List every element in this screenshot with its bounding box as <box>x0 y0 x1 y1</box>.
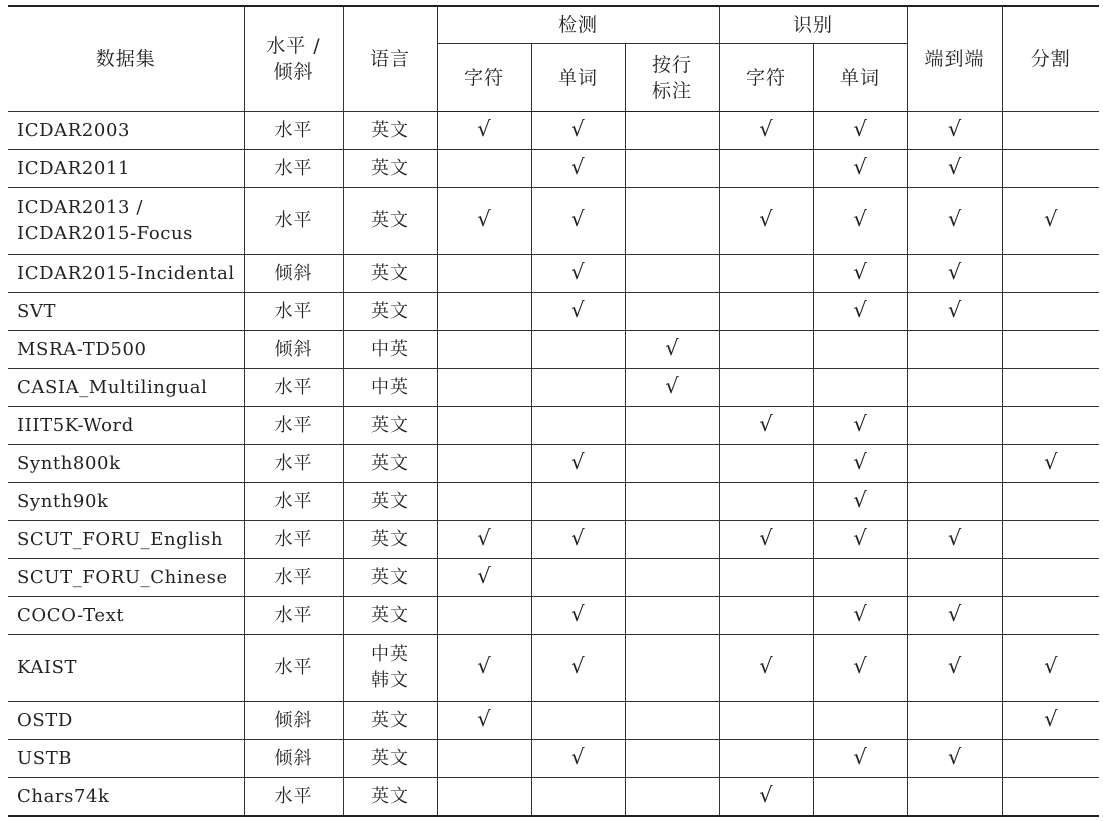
rec-char-cell <box>719 559 813 597</box>
table-row <box>8 521 1099 559</box>
checkmark-icon: √ <box>853 744 867 769</box>
language-text: 英文 <box>371 119 409 141</box>
checkmark-icon: √ <box>759 654 773 678</box>
language-cell <box>343 702 437 740</box>
table-header <box>8 6 1099 112</box>
checkmark-icon: √ <box>853 449 867 474</box>
checkmark-icon: √ <box>759 411 773 436</box>
segmentation-cell <box>1002 521 1099 559</box>
rec-word-cell <box>813 521 907 559</box>
dataset-name-cell <box>8 597 244 635</box>
det-word-cell <box>531 331 625 369</box>
header-orientation <box>244 6 343 112</box>
det-char-cell <box>437 521 531 559</box>
dataset-name-cell <box>8 293 244 331</box>
header-recognition: 识别 <box>719 6 907 44</box>
dataset-name-cell <box>8 331 244 369</box>
det-line-cell <box>625 255 719 293</box>
end-to-end-cell <box>907 150 1002 188</box>
det-line-cell <box>625 559 719 597</box>
checkmark-icon: √ <box>571 601 585 626</box>
det-char-cell <box>437 255 531 293</box>
rec-word-cell <box>813 150 907 188</box>
checkmark-icon: √ <box>853 601 867 626</box>
checkmark-icon: √ <box>853 525 867 550</box>
det-line-cell <box>625 778 719 817</box>
language-text: 中英 <box>371 644 409 665</box>
rec-word-cell <box>813 483 907 521</box>
end-to-end-cell <box>907 702 1002 740</box>
det-char-cell <box>437 740 531 778</box>
det-line-cell <box>625 407 719 445</box>
dataset-name: COCO-Text <box>17 604 125 626</box>
dataset-name: KAIST <box>17 657 78 678</box>
header-recognition-char: 字符 <box>719 44 813 112</box>
orientation-cell: 水平 <box>244 150 343 188</box>
end-to-end-cell <box>907 483 1002 521</box>
rec-char-cell <box>719 597 813 635</box>
det-word-cell <box>531 559 625 597</box>
language-text: 英文 <box>371 300 409 322</box>
header-end-to-end: 端到端 <box>907 6 1002 112</box>
end-to-end-cell <box>907 188 1002 255</box>
language-cell <box>343 112 437 150</box>
language-cell <box>343 483 437 521</box>
rec-char-cell <box>719 369 813 407</box>
dataset-name: SCUT_FORU_English <box>17 528 224 550</box>
end-to-end-cell <box>907 331 1002 369</box>
checkmark-icon: √ <box>477 207 491 231</box>
det-char-cell <box>437 635 531 702</box>
table-row <box>8 597 1099 635</box>
end-to-end-cell <box>907 445 1002 483</box>
segmentation-cell <box>1002 150 1099 188</box>
table-row <box>8 369 1099 407</box>
rec-char-cell <box>719 293 813 331</box>
det-char-cell <box>437 778 531 817</box>
det-word-cell <box>531 188 625 255</box>
dataset-name-cell <box>8 445 244 483</box>
checkmark-icon: √ <box>759 782 773 807</box>
dataset-name-cell <box>8 255 244 293</box>
orientation-cell: 倾斜 <box>244 702 343 740</box>
det-word-cell <box>531 293 625 331</box>
checkmark-icon: √ <box>853 116 867 141</box>
segmentation-cell <box>1002 331 1099 369</box>
dataset-name-cell <box>8 635 244 702</box>
checkmark-icon: √ <box>571 207 585 231</box>
table-row <box>8 331 1099 369</box>
header-orientation-line: 倾斜 <box>273 61 314 83</box>
segmentation-cell <box>1002 702 1099 740</box>
det-word-cell <box>531 150 625 188</box>
language-text: 英文 <box>371 414 409 436</box>
checkmark-icon: √ <box>477 525 491 550</box>
dataset-name: IIIT5K-Word <box>17 414 134 436</box>
checkmark-icon: √ <box>947 654 962 678</box>
table-row <box>8 635 1099 702</box>
checkmark-icon: √ <box>571 297 585 322</box>
segmentation-cell <box>1002 255 1099 293</box>
end-to-end-cell <box>907 112 1002 150</box>
checkmark-icon: √ <box>571 654 585 678</box>
language-text: 中英 <box>371 338 409 360</box>
language-cell <box>343 331 437 369</box>
language-text: 英文 <box>371 566 409 588</box>
table-row <box>8 778 1099 817</box>
header-detection-word: 单词 <box>531 44 625 112</box>
det-word-cell <box>531 483 625 521</box>
det-word-cell <box>531 702 625 740</box>
segmentation-cell <box>1002 188 1099 255</box>
dataset-name: MSRA-TD500 <box>17 338 147 360</box>
checkmark-icon: √ <box>1044 654 1058 678</box>
header-detection-line <box>625 44 719 112</box>
det-char-cell <box>437 445 531 483</box>
det-word-cell <box>531 740 625 778</box>
language-text: 英文 <box>371 709 409 731</box>
rec-word-cell <box>813 369 907 407</box>
det-line-cell <box>625 188 719 255</box>
det-word-cell <box>531 112 625 150</box>
table-row <box>8 559 1099 597</box>
checkmark-icon: √ <box>571 449 585 474</box>
det-char-cell <box>437 407 531 445</box>
table-row <box>8 483 1099 521</box>
language-cell <box>343 407 437 445</box>
language-text: 英文 <box>371 785 409 807</box>
dataset-name-cell <box>8 188 244 255</box>
checkmark-icon: √ <box>477 116 491 141</box>
checkmark-icon: √ <box>665 373 679 398</box>
checkmark-icon: √ <box>665 335 679 360</box>
dataset-name-cell <box>8 369 244 407</box>
det-word-cell <box>531 445 625 483</box>
language-text: 韩文 <box>371 670 409 691</box>
rec-word-cell <box>813 255 907 293</box>
rec-char-cell <box>719 521 813 559</box>
orientation-cell: 水平 <box>244 369 343 407</box>
segmentation-cell <box>1002 112 1099 150</box>
det-line-cell <box>625 483 719 521</box>
checkmark-icon: √ <box>853 297 867 322</box>
table-row <box>8 188 1099 255</box>
checkmark-icon: √ <box>853 154 867 179</box>
rec-word-cell <box>813 559 907 597</box>
language-cell <box>343 597 437 635</box>
det-line-cell <box>625 150 719 188</box>
end-to-end-cell <box>907 597 1002 635</box>
dataset-name-cell <box>8 407 244 445</box>
checkmark-icon: √ <box>947 116 962 141</box>
rec-word-cell <box>813 740 907 778</box>
orientation-cell: 水平 <box>244 293 343 331</box>
table-row <box>8 150 1099 188</box>
checkmark-icon: √ <box>853 411 867 436</box>
dataset-name-cell <box>8 150 244 188</box>
checkmark-icon: √ <box>571 744 585 769</box>
det-char-cell <box>437 188 531 255</box>
dataset-name: SCUT_FORU_Chinese <box>17 566 228 588</box>
dataset-name-cell <box>8 521 244 559</box>
segmentation-cell <box>1002 369 1099 407</box>
rec-char-cell <box>719 112 813 150</box>
table-row <box>8 112 1099 150</box>
language-cell <box>343 635 437 702</box>
det-char-cell <box>437 483 531 521</box>
dataset-comparison-table <box>8 5 1099 817</box>
checkmark-icon: √ <box>1044 706 1058 731</box>
rec-word-cell <box>813 635 907 702</box>
dataset-name: CASIA_Multilingual <box>17 376 208 398</box>
checkmark-icon: √ <box>947 744 962 769</box>
table-row <box>8 255 1099 293</box>
rec-word-cell <box>813 702 907 740</box>
dataset-name: USTB <box>17 747 73 769</box>
checkmark-icon: √ <box>947 525 962 550</box>
rec-word-cell <box>813 112 907 150</box>
orientation-cell: 水平 <box>244 188 343 255</box>
orientation-cell: 倾斜 <box>244 331 343 369</box>
rec-char-cell <box>719 407 813 445</box>
end-to-end-cell <box>907 521 1002 559</box>
language-text: 中英 <box>371 376 409 398</box>
header-detection-line-text: 标注 <box>651 79 692 102</box>
dataset-name: Chars74k <box>17 785 110 807</box>
rec-word-cell <box>813 188 907 255</box>
checkmark-icon: √ <box>571 154 585 179</box>
det-line-cell <box>625 331 719 369</box>
end-to-end-cell <box>907 369 1002 407</box>
rec-word-cell <box>813 293 907 331</box>
table-body <box>8 112 1099 817</box>
det-line-cell <box>625 112 719 150</box>
language-cell <box>343 188 437 255</box>
dataset-name: Synth800k <box>17 452 121 474</box>
det-word-cell <box>531 255 625 293</box>
checkmark-icon: √ <box>853 487 867 512</box>
segmentation-cell <box>1002 407 1099 445</box>
orientation-cell: 水平 <box>244 635 343 702</box>
checkmark-icon: √ <box>477 563 491 588</box>
language-cell <box>343 778 437 817</box>
header-dataset: 数据集 <box>8 6 244 112</box>
language-text: 英文 <box>371 528 409 550</box>
language-cell <box>343 521 437 559</box>
checkmark-icon: √ <box>853 207 867 231</box>
table-row <box>8 702 1099 740</box>
rec-word-cell <box>813 407 907 445</box>
header-recognition-word: 单词 <box>813 44 907 112</box>
end-to-end-cell <box>907 407 1002 445</box>
det-line-cell <box>625 445 719 483</box>
orientation-cell: 水平 <box>244 407 343 445</box>
end-to-end-cell <box>907 740 1002 778</box>
segmentation-cell <box>1002 559 1099 597</box>
segmentation-cell <box>1002 635 1099 702</box>
header-detection-line-text: 按行 <box>651 53 692 76</box>
checkmark-icon: √ <box>1044 207 1058 231</box>
dataset-name: ICDAR2013 / <box>17 197 144 218</box>
language-text: 英文 <box>371 157 409 179</box>
table-row <box>8 740 1099 778</box>
segmentation-cell <box>1002 597 1099 635</box>
checkmark-icon: √ <box>853 654 867 678</box>
det-char-cell <box>437 559 531 597</box>
rec-char-cell <box>719 778 813 817</box>
rec-char-cell <box>719 445 813 483</box>
language-cell <box>343 369 437 407</box>
dataset-name: ICDAR2015-Focus <box>17 223 194 244</box>
checkmark-icon: √ <box>947 297 962 322</box>
checkmark-icon: √ <box>759 525 773 550</box>
language-cell <box>343 445 437 483</box>
checkmark-icon: √ <box>759 207 773 231</box>
dataset-name-cell <box>8 702 244 740</box>
det-char-cell <box>437 150 531 188</box>
dataset-name-cell <box>8 559 244 597</box>
dataset-name-cell <box>8 740 244 778</box>
segmentation-cell <box>1002 778 1099 817</box>
checkmark-icon: √ <box>947 154 962 179</box>
rec-char-cell <box>719 188 813 255</box>
rec-word-cell <box>813 597 907 635</box>
checkmark-icon: √ <box>571 116 585 141</box>
det-word-cell <box>531 369 625 407</box>
language-text: 英文 <box>371 747 409 769</box>
dataset-name: Synth90k <box>17 490 109 512</box>
checkmark-icon: √ <box>947 207 962 231</box>
det-char-cell <box>437 293 531 331</box>
table-row <box>8 445 1099 483</box>
rec-char-cell <box>719 702 813 740</box>
header-detection: 检测 <box>437 6 719 44</box>
checkmark-icon: √ <box>571 259 585 284</box>
language-text: 英文 <box>371 262 409 284</box>
segmentation-cell <box>1002 445 1099 483</box>
dataset-name: ICDAR2011 <box>17 157 131 179</box>
det-char-cell <box>437 112 531 150</box>
rec-char-cell <box>719 331 813 369</box>
det-line-cell <box>625 369 719 407</box>
end-to-end-cell <box>907 293 1002 331</box>
det-line-cell <box>625 635 719 702</box>
det-word-cell <box>531 635 625 702</box>
checkmark-icon: √ <box>853 259 867 284</box>
dataset-name-cell <box>8 778 244 817</box>
segmentation-cell <box>1002 293 1099 331</box>
det-line-cell <box>625 521 719 559</box>
rec-char-cell <box>719 255 813 293</box>
end-to-end-cell <box>907 255 1002 293</box>
table-row <box>8 293 1099 331</box>
language-cell <box>343 740 437 778</box>
rec-word-cell <box>813 331 907 369</box>
table-row <box>8 407 1099 445</box>
segmentation-cell <box>1002 483 1099 521</box>
segmentation-cell <box>1002 740 1099 778</box>
det-word-cell <box>531 597 625 635</box>
end-to-end-cell <box>907 635 1002 702</box>
language-text: 英文 <box>371 490 409 512</box>
det-line-cell <box>625 702 719 740</box>
det-char-cell <box>437 331 531 369</box>
det-line-cell <box>625 740 719 778</box>
det-word-cell <box>531 778 625 817</box>
language-cell <box>343 150 437 188</box>
checkmark-icon: √ <box>759 116 773 141</box>
dataset-name: ICDAR2003 <box>17 119 131 141</box>
checkmark-icon: √ <box>947 601 962 626</box>
language-text: 英文 <box>371 210 409 231</box>
language-text: 英文 <box>371 604 409 626</box>
det-char-cell <box>437 702 531 740</box>
checkmark-icon: √ <box>947 259 962 284</box>
dataset-name-cell <box>8 112 244 150</box>
rec-char-cell <box>719 635 813 702</box>
header-segmentation: 分割 <box>1002 6 1099 112</box>
end-to-end-cell <box>907 778 1002 817</box>
orientation-cell: 倾斜 <box>244 740 343 778</box>
language-text: 英文 <box>371 452 409 474</box>
rec-char-cell <box>719 740 813 778</box>
det-word-cell <box>531 407 625 445</box>
orientation-cell: 水平 <box>244 778 343 817</box>
checkmark-icon: √ <box>571 525 585 550</box>
header-detection-char: 字符 <box>437 44 531 112</box>
dataset-name: SVT <box>17 300 57 322</box>
checkmark-icon: √ <box>1044 449 1058 474</box>
orientation-cell: 水平 <box>244 559 343 597</box>
orientation-cell: 水平 <box>244 445 343 483</box>
header-orientation-line: 水平 / <box>266 35 321 57</box>
orientation-cell: 水平 <box>244 521 343 559</box>
header-language: 语言 <box>343 6 437 112</box>
det-line-cell <box>625 597 719 635</box>
orientation-cell: 倾斜 <box>244 255 343 293</box>
rec-char-cell <box>719 150 813 188</box>
checkmark-icon: √ <box>477 706 491 731</box>
det-char-cell <box>437 369 531 407</box>
rec-word-cell <box>813 778 907 817</box>
language-cell <box>343 559 437 597</box>
checkmark-icon: √ <box>477 654 491 678</box>
orientation-cell: 水平 <box>244 112 343 150</box>
det-line-cell <box>625 293 719 331</box>
orientation-cell: 水平 <box>244 483 343 521</box>
rec-word-cell <box>813 445 907 483</box>
language-cell <box>343 255 437 293</box>
orientation-cell: 水平 <box>244 597 343 635</box>
dataset-name: ICDAR2015-Incidental <box>17 262 235 284</box>
language-cell <box>343 293 437 331</box>
rec-char-cell <box>719 483 813 521</box>
end-to-end-cell <box>907 559 1002 597</box>
det-char-cell <box>437 597 531 635</box>
dataset-name: OSTD <box>17 709 73 731</box>
dataset-name-cell <box>8 483 244 521</box>
det-word-cell <box>531 521 625 559</box>
